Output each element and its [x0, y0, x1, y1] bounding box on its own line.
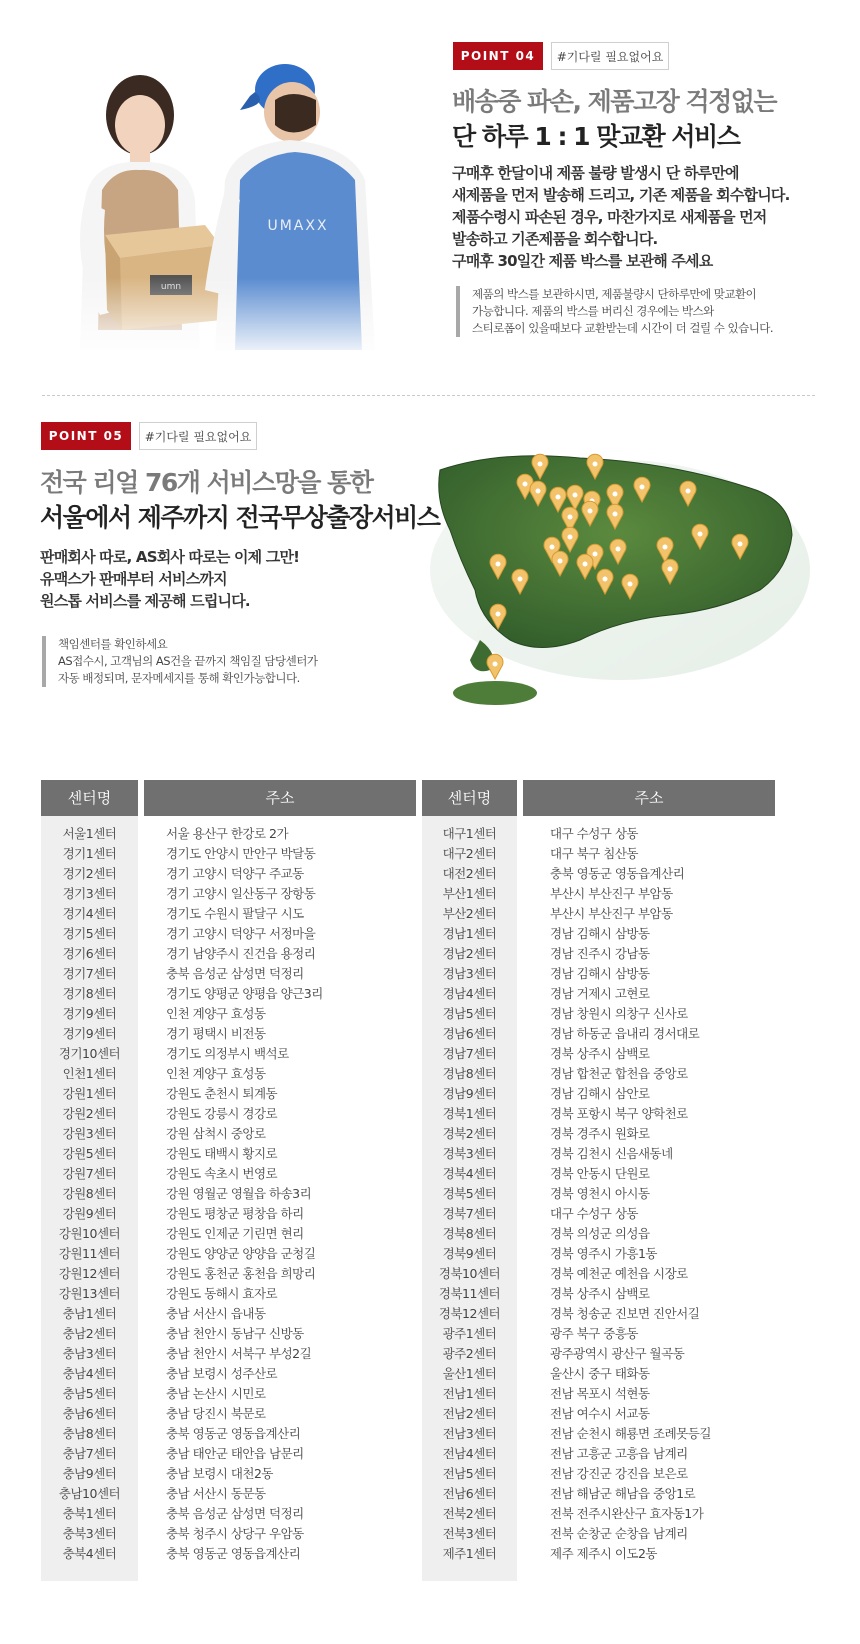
center-address-cell: 전남 여수시 서교동 [550, 1406, 650, 1421]
center-name-cell: 제주1센터 [442, 1546, 497, 1561]
map-pin-dot [568, 515, 573, 520]
center-name-cell: 경남3센터 [442, 966, 497, 981]
center-name-cell: 경북9센터 [442, 1246, 497, 1261]
center-address-cell: 경기도 안양시 만안구 박달동 [166, 846, 316, 861]
map-pin-dot [493, 662, 498, 667]
center-name-cell: 전남2센터 [442, 1406, 497, 1421]
center-name-cell: 경북3센터 [442, 1146, 497, 1161]
center-name-cell: 경북8센터 [442, 1226, 497, 1241]
center-name-cell: 강원3센터 [62, 1126, 117, 1141]
center-name-cell: 강원5센터 [62, 1146, 117, 1161]
center-name-cell: 강원7센터 [62, 1166, 117, 1181]
center-address-cell: 경기 남양주시 진건읍 용정리 [166, 946, 316, 961]
point4-note: 제품의 박스를 보관하시면, 제품불량시 단하루만에 맞교환이 가능합니다. 제품의 박스를 버리신 경우에는 박스와 스티로폼이 있을때보다 교환받는데 시간이 더 걸릴 수 있습니다. [456, 286, 773, 337]
center-name-cell: 강원8센터 [62, 1186, 117, 1201]
center-address-cell: 인천 계양구 효성동 [166, 1066, 266, 1081]
center-name-cell: 충남3센터 [62, 1346, 117, 1361]
point4-title-line2: 단 하루 1 : 1 맞교환 서비스 [452, 122, 740, 151]
center-address-cell: 울산시 중구 태화동 [550, 1366, 650, 1381]
center-address-cell: 경기 고양시 덕양구 주교동 [166, 866, 304, 881]
center-address-cell: 경남 거제시 고현로 [550, 986, 650, 1001]
center-name-cell: 경기8센터 [62, 986, 117, 1001]
center-address-cell: 강원도 동해시 효자로 [166, 1286, 278, 1301]
map-pin-dot [603, 577, 608, 582]
center-address-cell: 경기도 수원시 팔달구 시도 [166, 906, 304, 921]
center-name-cell: 대구2센터 [442, 846, 497, 861]
map-pin-dot [523, 482, 528, 487]
center-name-cell: 대전2센터 [442, 866, 497, 881]
center-address-cell: 대구 북구 침산동 [550, 846, 638, 861]
center-name-cell: 전북3센터 [442, 1526, 497, 1541]
center-address-cell: 강원도 인제군 기린면 현리 [166, 1226, 304, 1241]
center-name-cell: 충남1센터 [62, 1306, 117, 1321]
center-address-cell: 전남 고흥군 고흥읍 남계리 [550, 1446, 688, 1461]
center-name-cell: 전남4센터 [442, 1446, 497, 1461]
center-address-cell: 강원도 평창군 평창읍 하리 [166, 1206, 304, 1221]
center-address-cell: 경기 평택시 비전동 [166, 1026, 266, 1041]
center-name-cell: 경북7센터 [442, 1206, 497, 1221]
center-name-cell: 경기10센터 [58, 1046, 121, 1061]
map-pin-dot [593, 552, 598, 557]
center-name-cell: 경남8센터 [442, 1066, 497, 1081]
center-address-cell: 충남 서산시 읍내동 [166, 1306, 266, 1321]
map-pin-dot [616, 547, 621, 552]
map-pin-dot [518, 577, 523, 582]
center-name-cell: 광주1센터 [442, 1326, 497, 1341]
center-name-cell: 경남1센터 [442, 926, 497, 941]
center-address-cell: 전북 순창군 순창읍 남계리 [550, 1526, 688, 1541]
center-name-cell: 전남6센터 [442, 1486, 497, 1501]
center-address-cell: 강원 영월군 영월읍 하송3리 [166, 1186, 312, 1201]
center-name-cell: 경북2센터 [442, 1126, 497, 1141]
center-address-cell: 강원도 강릉시 경강로 [166, 1106, 278, 1121]
center-address-cell: 경남 창원시 의창구 신사로 [550, 1006, 688, 1021]
center-name-cell: 전북2센터 [442, 1506, 497, 1521]
center-name-cell: 경북5센터 [442, 1186, 497, 1201]
center-address-cell: 경남 하동군 읍내리 경서대로 [550, 1026, 700, 1041]
map-pin-dot [573, 493, 578, 498]
map-pin-dot [686, 489, 691, 494]
center-name-cell: 경북11센터 [438, 1286, 501, 1301]
center-name-cell: 경북12센터 [438, 1306, 501, 1321]
center-name-cell: 경남9센터 [442, 1086, 497, 1101]
center-address-cell: 충북 음성군 삼성면 덕정리 [166, 966, 304, 981]
right-center-names [422, 824, 517, 1564]
center-address-cell: 제주 제주시 이도2동 [550, 1546, 657, 1561]
center-address-cell: 충남 천안시 서북구 부성2길 [166, 1346, 312, 1361]
center-name-cell: 전남5센터 [442, 1466, 497, 1481]
center-name-cell: 강원2센터 [62, 1106, 117, 1121]
map-pin-dot [640, 485, 645, 490]
center-name-cell: 부산2센터 [442, 906, 497, 921]
center-address-cell: 강원 삼척시 중앙로 [166, 1126, 266, 1141]
map-pin-dot [613, 492, 618, 497]
center-address-cell: 경남 김해시 삼안로 [550, 1086, 650, 1101]
center-address-cell: 대구 수성구 상동 [550, 826, 638, 841]
center-address-cell: 전남 목포시 석현동 [550, 1386, 650, 1401]
center-address-cell: 경북 상주시 삼백로 [550, 1046, 650, 1061]
map-pin-dot [496, 562, 501, 567]
center-name-cell: 강원10센터 [58, 1226, 121, 1241]
center-name-cell: 충남8센터 [62, 1426, 117, 1441]
center-address-cell: 경북 의성군 의성읍 [550, 1226, 650, 1241]
center-address-cell: 경북 영주시 가흥1동 [550, 1246, 657, 1261]
center-address-cell: 경북 포항시 북구 양학천로 [550, 1106, 688, 1121]
center-address-cell: 충남 태안군 태안읍 남문리 [166, 1446, 304, 1461]
center-address-cell: 충북 영동군 영동읍계산리 [166, 1426, 301, 1441]
center-address-cell: 충남 천안시 동남구 신방동 [166, 1326, 304, 1341]
center-address-cell: 부산시 부산진구 부암동 [550, 886, 673, 901]
center-name-cell: 충남5센터 [62, 1386, 117, 1401]
map-pin-dot [556, 495, 561, 500]
center-name-cell: 광주2센터 [442, 1346, 497, 1361]
map-pin-dot [668, 567, 673, 572]
header-address-left: 주소 [144, 780, 416, 816]
center-address-cell: 강원도 춘천시 퇴계동 [166, 1086, 278, 1101]
map-pin-dot [698, 532, 703, 537]
center-name-cell: 경기2센터 [62, 866, 117, 881]
center-address-cell: 충남 보령시 성주산로 [166, 1366, 278, 1381]
center-address-cell: 경남 김해시 삼방동 [550, 966, 650, 981]
center-name-cell: 충남7센터 [62, 1446, 117, 1461]
center-address-cell: 경북 영천시 아시동 [550, 1186, 650, 1201]
center-address-cell: 경북 안동시 단원로 [550, 1166, 650, 1181]
center-address-cell: 충북 청주시 상당구 우암동 [166, 1526, 304, 1541]
center-address-cell: 경북 김천시 신음새동네 [550, 1146, 673, 1161]
point4-badge: POINT 04 [453, 42, 543, 70]
center-name-cell: 충남10센터 [58, 1486, 121, 1501]
center-address-cell: 전북 전주시완산구 효자동1가 [550, 1506, 704, 1521]
center-address-cell: 인천 계양구 효성동 [166, 1006, 266, 1021]
point4-title-line1: 배송중 파손, 제품고장 걱정없는 [452, 87, 777, 116]
map-pin-dot [583, 562, 588, 567]
point5-title-line2: 서울에서 제주까지 전국무상출장서비스 [40, 503, 440, 532]
map-pin-dot [536, 489, 541, 494]
section-divider [42, 395, 815, 396]
center-address-cell: 강원도 속초시 번영로 [166, 1166, 278, 1181]
center-name-cell: 경남4센터 [442, 986, 497, 1001]
center-address-cell: 경기 고양시 일산동구 장항동 [166, 886, 316, 901]
center-address-cell: 경북 예천군 예천읍 시장로 [550, 1266, 688, 1281]
center-name-cell: 경남5센터 [442, 1006, 497, 1021]
point5-note: 책임센터를 확인하세요 AS접수시, 고객님의 AS건을 끝까지 책임질 담당센터가 자동 배정되며, 문자메세지를 통해 확인가능합니다. [42, 636, 317, 687]
center-name-cell: 경기1센터 [62, 846, 117, 861]
center-name-cell: 충북4센터 [62, 1546, 117, 1561]
center-address-cell: 서울 용산구 한강로 2가 [166, 826, 289, 841]
header-center-name-right: 센터명 [422, 780, 517, 816]
center-name-cell: 충남9센터 [62, 1466, 117, 1481]
header-address-right: 주소 [523, 780, 775, 816]
center-name-cell: 울산1센터 [442, 1366, 497, 1381]
center-name-cell: 강원13센터 [58, 1286, 121, 1301]
center-address-cell: 경기도 의정부시 백석로 [166, 1046, 289, 1061]
map-pin-icon [487, 654, 503, 679]
center-address-cell: 충남 서산시 동문동 [166, 1486, 266, 1501]
map-pin-dot [663, 545, 668, 550]
map-pin-dot [628, 582, 633, 587]
center-name-cell: 경기5센터 [62, 926, 117, 941]
center-address-cell: 충남 당진시 북문로 [166, 1406, 266, 1421]
center-name-cell: 경북4센터 [442, 1166, 497, 1181]
map-pin-dot [593, 462, 598, 467]
center-name-cell: 경북1센터 [442, 1106, 497, 1121]
center-address-cell: 경북 경주시 원화로 [550, 1126, 650, 1141]
header-center-name-left: 센터명 [41, 780, 138, 816]
center-name-cell: 전남1센터 [442, 1386, 497, 1401]
center-address-cell: 충남 논산시 시민로 [166, 1386, 266, 1401]
center-name-cell: 경기7센터 [62, 966, 117, 981]
center-address-cell: 광주광역시 광산구 월곡동 [550, 1346, 685, 1361]
center-address-cell: 경남 합천군 합천읍 중앙로 [550, 1066, 688, 1081]
center-name-cell: 강원11센터 [58, 1246, 121, 1261]
center-address-cell: 충북 영동군 영동읍계산리 [550, 866, 685, 881]
map-pin-dot [568, 535, 573, 540]
map-pin-dot [550, 545, 555, 550]
map-pin-dot [538, 462, 543, 467]
map-pin-dot [558, 559, 563, 564]
center-address-cell: 강원도 태백시 황지로 [166, 1146, 278, 1161]
center-address-cell: 광주 북구 중흥동 [550, 1326, 638, 1341]
map-pin-dot [496, 612, 501, 617]
center-name-cell: 경남6센터 [442, 1026, 497, 1041]
center-name-cell: 경남2센터 [442, 946, 497, 961]
center-name-cell: 대구1센터 [442, 826, 497, 841]
center-address-cell: 경기 고양시 덕양구 서정마을 [166, 926, 316, 941]
center-name-cell: 충북1센터 [62, 1506, 117, 1521]
center-name-cell: 서울1센터 [62, 826, 117, 841]
center-address-cell: 강원도 양양군 양양읍 군청길 [166, 1246, 316, 1261]
center-address-cell: 충북 영동군 영동읍계산리 [166, 1546, 301, 1561]
center-name-cell: 경남7센터 [442, 1046, 497, 1061]
point5-title-line1: 전국 리얼 76개 서비스망을 통한 [40, 468, 373, 497]
center-name-cell: 충남4센터 [62, 1366, 117, 1381]
center-name-cell: 충남6센터 [62, 1406, 117, 1421]
center-name-cell: 경기9센터 [62, 1006, 117, 1021]
center-address-cell: 전남 강진군 강진읍 보은로 [550, 1466, 688, 1481]
center-address-cell: 전남 순천시 해룡면 조례못등길 [550, 1426, 711, 1441]
center-name-cell: 인천1센터 [62, 1066, 117, 1081]
center-address-cell: 강원도 홍천군 홍천읍 희망리 [166, 1266, 316, 1281]
point5-description: 판매회사 따로, AS회사 따로는 이제 그만! 유맥스가 판매부터 서비스까지 원스톱 서비스를 제공해 드립니다. [40, 548, 300, 610]
center-address-cell: 부산시 부산진구 부암동 [550, 906, 673, 921]
point5-badge: POINT 05 [41, 422, 131, 450]
center-name-cell: 강원9센터 [62, 1206, 117, 1221]
center-name-cell: 경기3센터 [62, 886, 117, 901]
map-pin-dot [588, 509, 593, 514]
center-address-cell: 충북 음성군 삼성면 덕정리 [166, 1506, 304, 1521]
center-address-cell: 경남 진주시 강남동 [550, 946, 650, 961]
center-name-cell: 전남3센터 [442, 1426, 497, 1441]
map-pin-dot [738, 542, 743, 547]
delivery-illustration [30, 30, 410, 360]
center-name-cell: 경북10센터 [438, 1266, 501, 1281]
right-center-addresses [550, 824, 775, 1564]
center-name-cell: 충남2센터 [62, 1326, 117, 1341]
korea-service-map [420, 440, 810, 720]
point5-tag: #기다릴 필요없어요 [139, 422, 257, 450]
point4-description: 구매후 한달이내 제품 불량 발생시 단 하루만에 새제품을 먼저 발송해 드리고, 기존 제품을 회수합니다. 제품수령시 파손된 경우, 마찬가지로 새제품을 먼저 발송하고 기존제품을 회수합니다. 구매후 30일간 제품 박스를 보관해 주세요 [452, 164, 790, 270]
center-name-cell: 충북3센터 [62, 1526, 117, 1541]
center-address-cell: 경남 김해시 삼방동 [550, 926, 650, 941]
point4-tag: #기다릴 필요없어요 [551, 42, 669, 70]
center-address-cell: 경북 청송군 진보면 진안서길 [550, 1306, 700, 1321]
center-name-cell: 부산1센터 [442, 886, 497, 901]
center-address-cell: 충남 보령시 대천2동 [166, 1466, 273, 1481]
center-address-cell: 경기도 양평군 양평읍 양근3리 [166, 986, 323, 1001]
map-pin-dot [613, 512, 618, 517]
center-name-cell: 강원1센터 [62, 1086, 117, 1101]
center-address-cell: 경북 상주시 삼백로 [550, 1286, 650, 1301]
center-address-cell: 전남 해남군 해남읍 중앙1로 [550, 1486, 696, 1501]
center-name-cell: 경기6센터 [62, 946, 117, 961]
center-name-cell: 경기4센터 [62, 906, 117, 921]
left-center-names [41, 824, 138, 1564]
center-name-cell: 강원12센터 [58, 1266, 121, 1281]
center-address-cell: 대구 수성구 상동 [550, 1206, 638, 1221]
left-center-addresses [166, 824, 416, 1564]
center-name-cell: 경기9센터 [62, 1026, 117, 1041]
